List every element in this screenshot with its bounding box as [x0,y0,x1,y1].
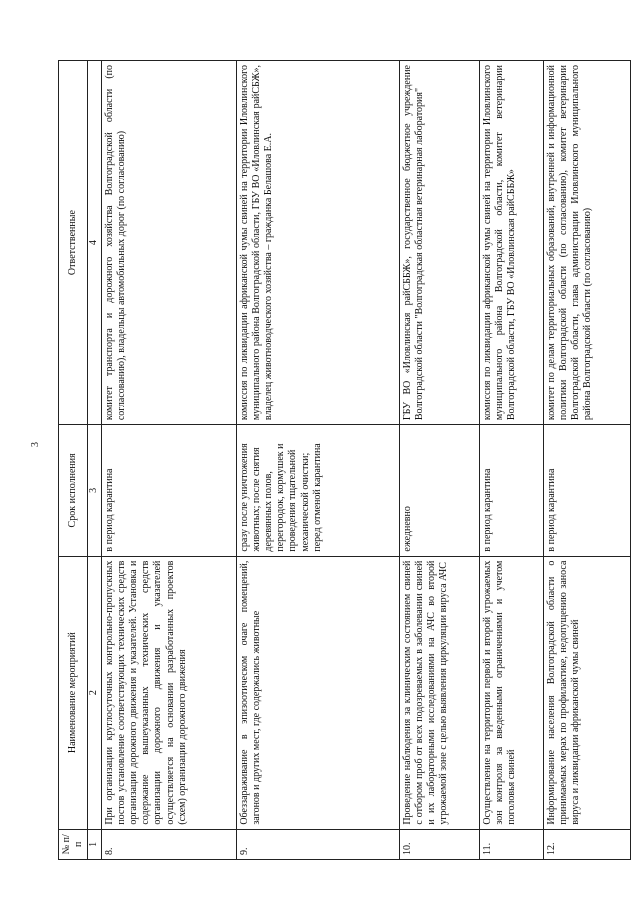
row-term: в период карантина [543,425,630,556]
row-responsible: комиссия по ликвидации африканской чумы свиней на территории Иловлинского муниципального района Волгоградской области, комитет ветеринарии Волгоградской области, ГБУ ВО «Иловлинская райСББЖ» [479,61,543,425]
row-term: в период карантина [101,425,236,556]
column-index: 1 [88,829,101,859]
column-index: 2 [88,556,101,829]
header-row [59,61,88,860]
table-row [236,61,399,860]
row-action: Осуществление на территории первой и второй угрожаемых зон контроля за введенными ограничениями и учетом поголовья свиней [479,556,543,829]
row-responsible: комиссия по ликвидации африканской чумы свиней на территории Иловлинского муниципального района Волгоградской области, ГБУ ВО «Иловлинская райСБЖ», владелец животноводческого хозяйства – гражданка Белашова Е.А. [236,61,399,425]
row-number: 11. [479,829,543,859]
measures-table [58,60,631,860]
row-number: 10. [399,829,479,859]
column-index-row [88,61,101,860]
header-term: Срок исполнения [59,425,88,556]
table-row [479,61,543,860]
page-number: 3 [30,442,41,447]
table-row [543,61,630,860]
row-term: в период карантина [479,425,543,556]
row-action: При организации круглосуточных контрольно-пропускных постов установление соответствующих технических средств организации дорожного движения и указателей. Установка и содержание вышеуказанных технических средств организации дорожного движения и указателей осуществляется на основании разработанных проектов (схем) организации дорожного движения [101,556,236,829]
row-responsible: комитет транспорта и дорожного хозяйства Волгоградской области (по согласованию), владельцы автомобильных дорог (по согласованию) [101,61,236,425]
table-row [101,61,236,860]
row-action: Обеззараживание в эпизоотическом очаге помещений, загонов и других мест, где содержались животные [236,556,399,829]
row-action: Информирование населения Волгоградской области о принимаемых мерах по профилактике, недопущению заноса вируса и ликвидации африканской чумы свиней [543,556,630,829]
table-row [399,61,479,860]
row-term: сразу после уничтожения животных; после снятия деревянных полов, перегородок, кормушек и проведения тщательной механической очистки; перед отменой карантина [236,425,399,556]
row-responsible: комитет по делам территориальных образований, внутренней и информационной политики Волгоградской области (по согласованию), комитет ветеринарии Волгоградской области, глава администрации Иловлинского муниципального района Волгоградской области (по согласованию) [543,61,630,425]
row-responsible: ГБУ ВО «Иловлинская райСББЖ», государственное бюджетное учреждение Волгоградской области "Волгоградская областная ветеринарная лаборатория" [399,61,479,425]
column-index: 4 [88,61,101,425]
row-term: ежедневно [399,425,479,556]
row-number: 8. [101,829,236,859]
row-number: 9. [236,829,399,859]
header-action: Наименование мероприятий [59,556,88,829]
header-resp: Ответственные [59,61,88,425]
rotated-page [58,60,594,860]
row-action: Проведение наблюдения за клиническим состоянием свиней с отбором проб от всех подозреваемых в заболевании свиней и их лабораторными исследованиями на АЧС во второй угрожаемой зоне с целью выявления циркуляции вируса АЧС [399,556,479,829]
header-num: № п/п [59,829,88,859]
column-index: 3 [88,425,101,556]
row-number: 12. [543,829,630,859]
